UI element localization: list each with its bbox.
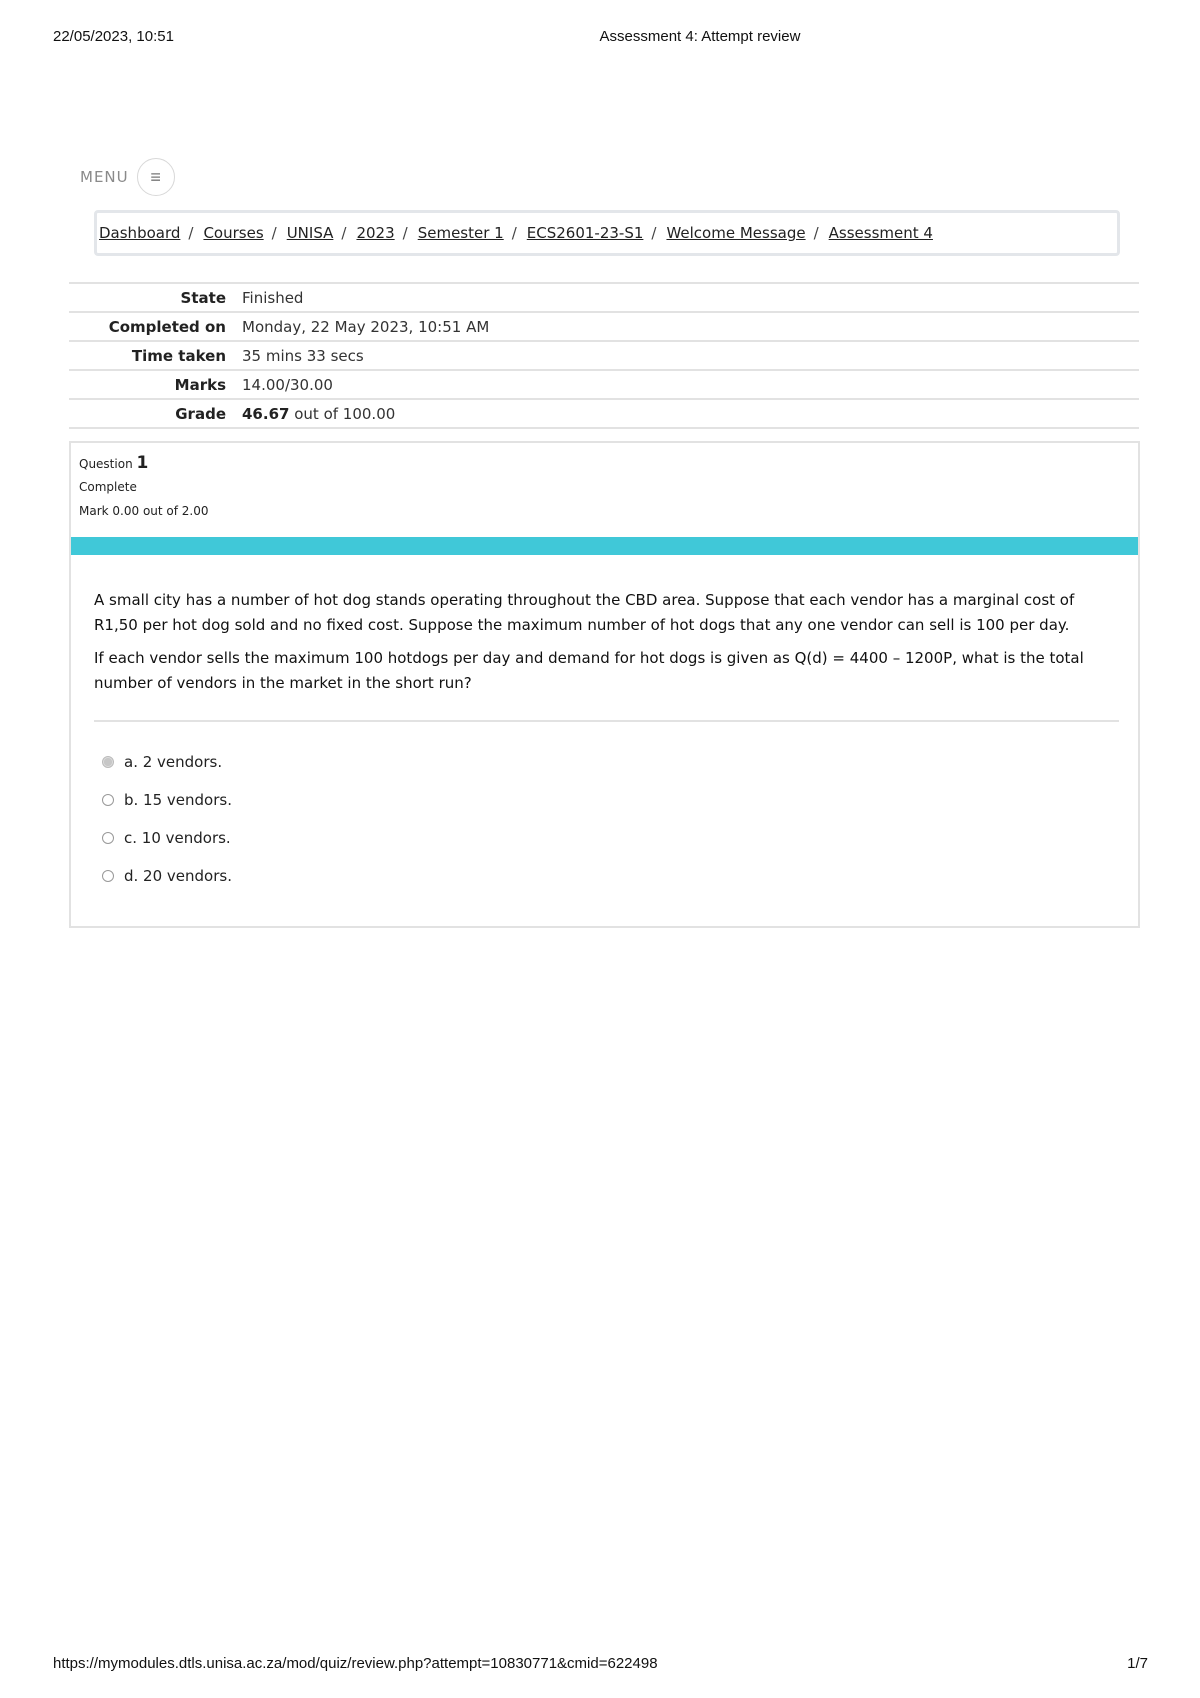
- answer-option-a[interactable]: [102, 743, 232, 781]
- summary-label: Time taken: [69, 341, 242, 370]
- breadcrumb-separator: /: [813, 224, 819, 242]
- question-label: Question: [79, 457, 133, 471]
- summary-time-value: 35 mins 33 secs: [242, 341, 1139, 370]
- breadcrumb-separator: /: [511, 224, 517, 242]
- attempt-summary-table: [69, 282, 1139, 429]
- breadcrumb-separator: /: [651, 224, 657, 242]
- print-footer: [0, 1655, 1200, 1677]
- summary-row-marks: [69, 370, 1139, 399]
- nav-menu[interactable]: [80, 158, 175, 196]
- summary-label: State: [69, 283, 242, 312]
- summary-grade-value: [242, 399, 1139, 428]
- radio-icon[interactable]: [102, 832, 114, 844]
- answer-options: [102, 743, 232, 895]
- summary-row-grade: [69, 399, 1139, 428]
- summary-label: Completed on: [69, 312, 242, 341]
- question-accent-bar: [71, 537, 1138, 555]
- question-text: [94, 588, 1114, 704]
- answer-option-d[interactable]: [102, 857, 232, 895]
- question-number: 1: [136, 453, 149, 473]
- breadcrumb-separator: /: [188, 224, 194, 242]
- answer-option-label: c. 10 vendors.: [124, 829, 231, 847]
- breadcrumb-assessment[interactable]: Assessment 4: [828, 224, 933, 242]
- summary-label: Marks: [69, 370, 242, 399]
- radio-icon[interactable]: [102, 870, 114, 882]
- breadcrumb-course[interactable]: ECS2601-23-S1: [526, 224, 644, 242]
- print-page-title: Assessment 4: Attempt review: [599, 28, 801, 45]
- question-status: Complete: [79, 480, 137, 494]
- print-url: https://mymodules.dtls.unisa.ac.za/mod/quiz/review.php?attempt=10830771&cmid=622498: [53, 1655, 658, 1672]
- answer-option-label: b. 15 vendors.: [124, 791, 232, 809]
- breadcrumb: [94, 210, 1120, 256]
- breadcrumb-year[interactable]: 2023: [356, 224, 395, 242]
- grade-suffix: out of 100.00: [294, 404, 396, 423]
- summary-row-time: [69, 341, 1139, 370]
- breadcrumb-welcome-message[interactable]: Welcome Message: [666, 224, 806, 242]
- question-mark: Mark 0.00 out of 2.00: [79, 504, 209, 518]
- summary-completed-value: Monday, 22 May 2023, 10:51 AM: [242, 312, 1139, 341]
- breadcrumb-separator: /: [271, 224, 277, 242]
- question-info: [79, 453, 209, 518]
- summary-state-value: Finished: [242, 283, 1139, 312]
- breadcrumb-semester[interactable]: Semester 1: [417, 224, 504, 242]
- summary-row-completed: [69, 312, 1139, 341]
- question-paragraph: If each vendor sells the maximum 100 hotdogs per day and demand for hot dogs is given as Q(d) = 4400 – 1200P, what is the total number of vendors in the market in the short run?: [94, 649, 1084, 692]
- summary-marks-value: 14.00/30.00: [242, 370, 1139, 399]
- grade-number: 46.67: [242, 404, 290, 423]
- print-datetime: 22/05/2023, 10:51: [53, 28, 174, 45]
- print-page-number: 1/7: [1127, 1655, 1148, 1672]
- answer-option-c[interactable]: [102, 819, 232, 857]
- summary-row-state: [69, 283, 1139, 312]
- radio-selected-icon[interactable]: [102, 756, 114, 768]
- print-header: [0, 28, 1200, 50]
- question-paragraph: A small city has a number of hot dog stands operating throughout the CBD area. Suppose that each vendor has a marginal cost of R1,50 per hot dog sold and no fixed cost. Suppose the maximum number of hot dogs that any one vendor can sell is 100 per day.: [94, 591, 1075, 634]
- breadcrumb-separator: /: [341, 224, 347, 242]
- answer-option-label: a. 2 vendors.: [124, 753, 223, 771]
- summary-label: Grade: [69, 399, 242, 428]
- menu-label: MENU: [80, 168, 129, 186]
- breadcrumb-dashboard[interactable]: Dashboard: [99, 224, 181, 242]
- question-card: [69, 441, 1140, 928]
- question-number-line: [79, 453, 209, 473]
- breadcrumb-separator: /: [402, 224, 408, 242]
- answer-option-label: d. 20 vendors.: [124, 867, 232, 885]
- answer-option-b[interactable]: [102, 781, 232, 819]
- radio-icon[interactable]: [102, 794, 114, 806]
- breadcrumb-unisa[interactable]: UNISA: [286, 224, 334, 242]
- answer-divider: [94, 720, 1119, 722]
- hamburger-menu-icon[interactable]: ≡: [137, 158, 175, 196]
- breadcrumb-courses[interactable]: Courses: [203, 224, 264, 242]
